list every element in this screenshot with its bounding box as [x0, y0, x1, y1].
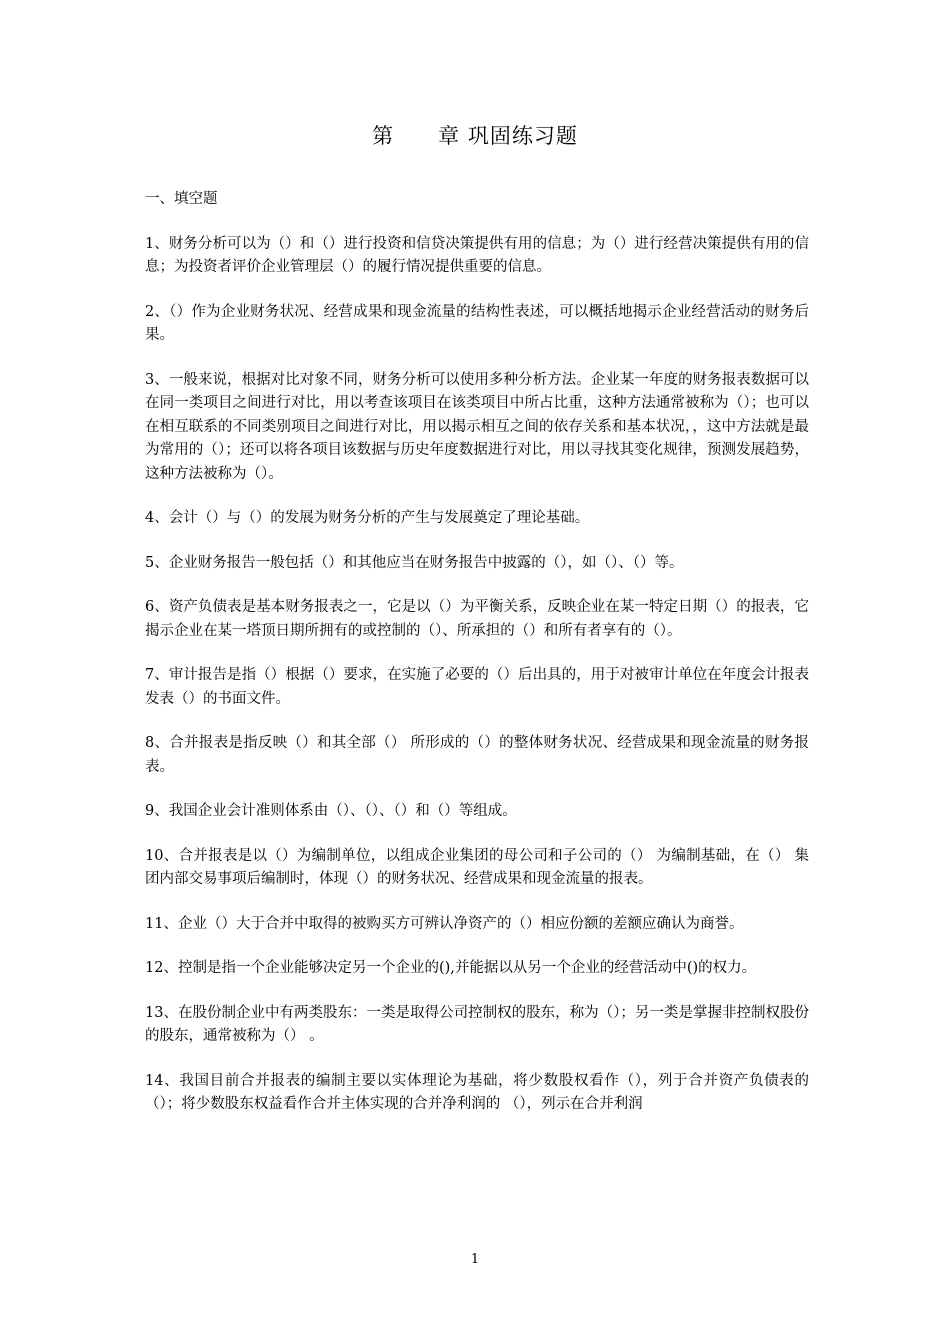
section-heading: 一、填空题: [145, 191, 218, 207]
document-body: [145, 188, 809, 1138]
question-4: 4、会计（）与（）的发展为财务分析的产生与发展奠定了理论基础。: [145, 510, 590, 526]
page-number: 1: [470, 1252, 480, 1267]
question-12: 12、控制是指一个企业能够决定另一个企业的(),并能据以从另一个企业的经营活动中()的权力。: [145, 960, 757, 976]
question-6: 6、资产负债表是基本财务报表之一，它是以（）为平衡关系，反映企业在某一特定日期（）的报表，它揭示企业在某一塔顶日期所拥有的或控制的（）、所承担的（）和所有者享有的（）。: [145, 599, 809, 639]
question-9: 9、我国企业会计准则体系由（）、（）、（）和（）等组成。: [145, 803, 517, 819]
question-1: 1、财务分析可以为（）和（）进行投资和信贷决策提供有用的信息；为（）进行经营决策提供有用的信息；为投资者评价企业管理层（）的履行情况提供重要的信息。: [145, 235, 809, 275]
question-13: 13、在股份制企业中有两类股东：一类是取得公司控制权的股东，称为（）；另一类是掌握非控制权股份的股东，通常被称为（） 。: [145, 1004, 809, 1044]
question-8: 8、合并报表是指反映（）和其全部（） 所形成的（）的整体财务状况、经营成果和现金流量的财务报表。: [145, 735, 809, 775]
question-5: 5、企业财务报告一般包括（）和其他应当在财务报告中披露的（），如（）、（）等。: [145, 554, 684, 571]
question-14: 14、我国目前合并报表的编制主要以实体理论为基础，将少数股权看作（），列于合并资产负债表的（）；将少数股东权益看作合并主体实现的合并净利润的 （），列示在合并利润: [145, 1072, 809, 1112]
page-title: 第 章 巩固练习题: [372, 124, 578, 148]
question-11: 11、企业（）大于合并中取得的被购买方可辨认净资产的（）相应份额的差额应确认为商誉。: [145, 915, 744, 932]
question-3: 3、一般来说，根据对比对象不同，财务分析可以使用多种分析方法。企业某一年度的财务报表数据可以在同一类项目之间进行对比，用以考查该项目在该类项目中所占比重，这种方法通常被称为（）；也可以在相互联系的不同类别项目之间进行对比，用以揭示相互之间的依存关系和基本状况，，这中方法就是最为常用的（）；还可以将各项目该数据与历史年度数据进行对比，用以寻找其变化规律，预测发展趋势，这种方法被称为（）。: [145, 371, 809, 482]
question-2: 2、（）作为企业财务状况、经营成果和现金流量的结构性表述，可以概括地揭示企业经营活动的财务后果。: [145, 303, 809, 343]
question-7: 7、审计报告是指（）根据（）要求，在实施了必要的（）后出具的，用于对被审计单位在年度会计报表发表（）的书面文件。: [145, 667, 809, 707]
question-10: 10、合并报表是以（）为编制单位，以组成企业集团的母公司和子公司的（） 为编制基础，在（） 集团内部交易事项后编制时，体现（）的财务状况、经营成果和现金流量的报表。: [145, 847, 809, 887]
